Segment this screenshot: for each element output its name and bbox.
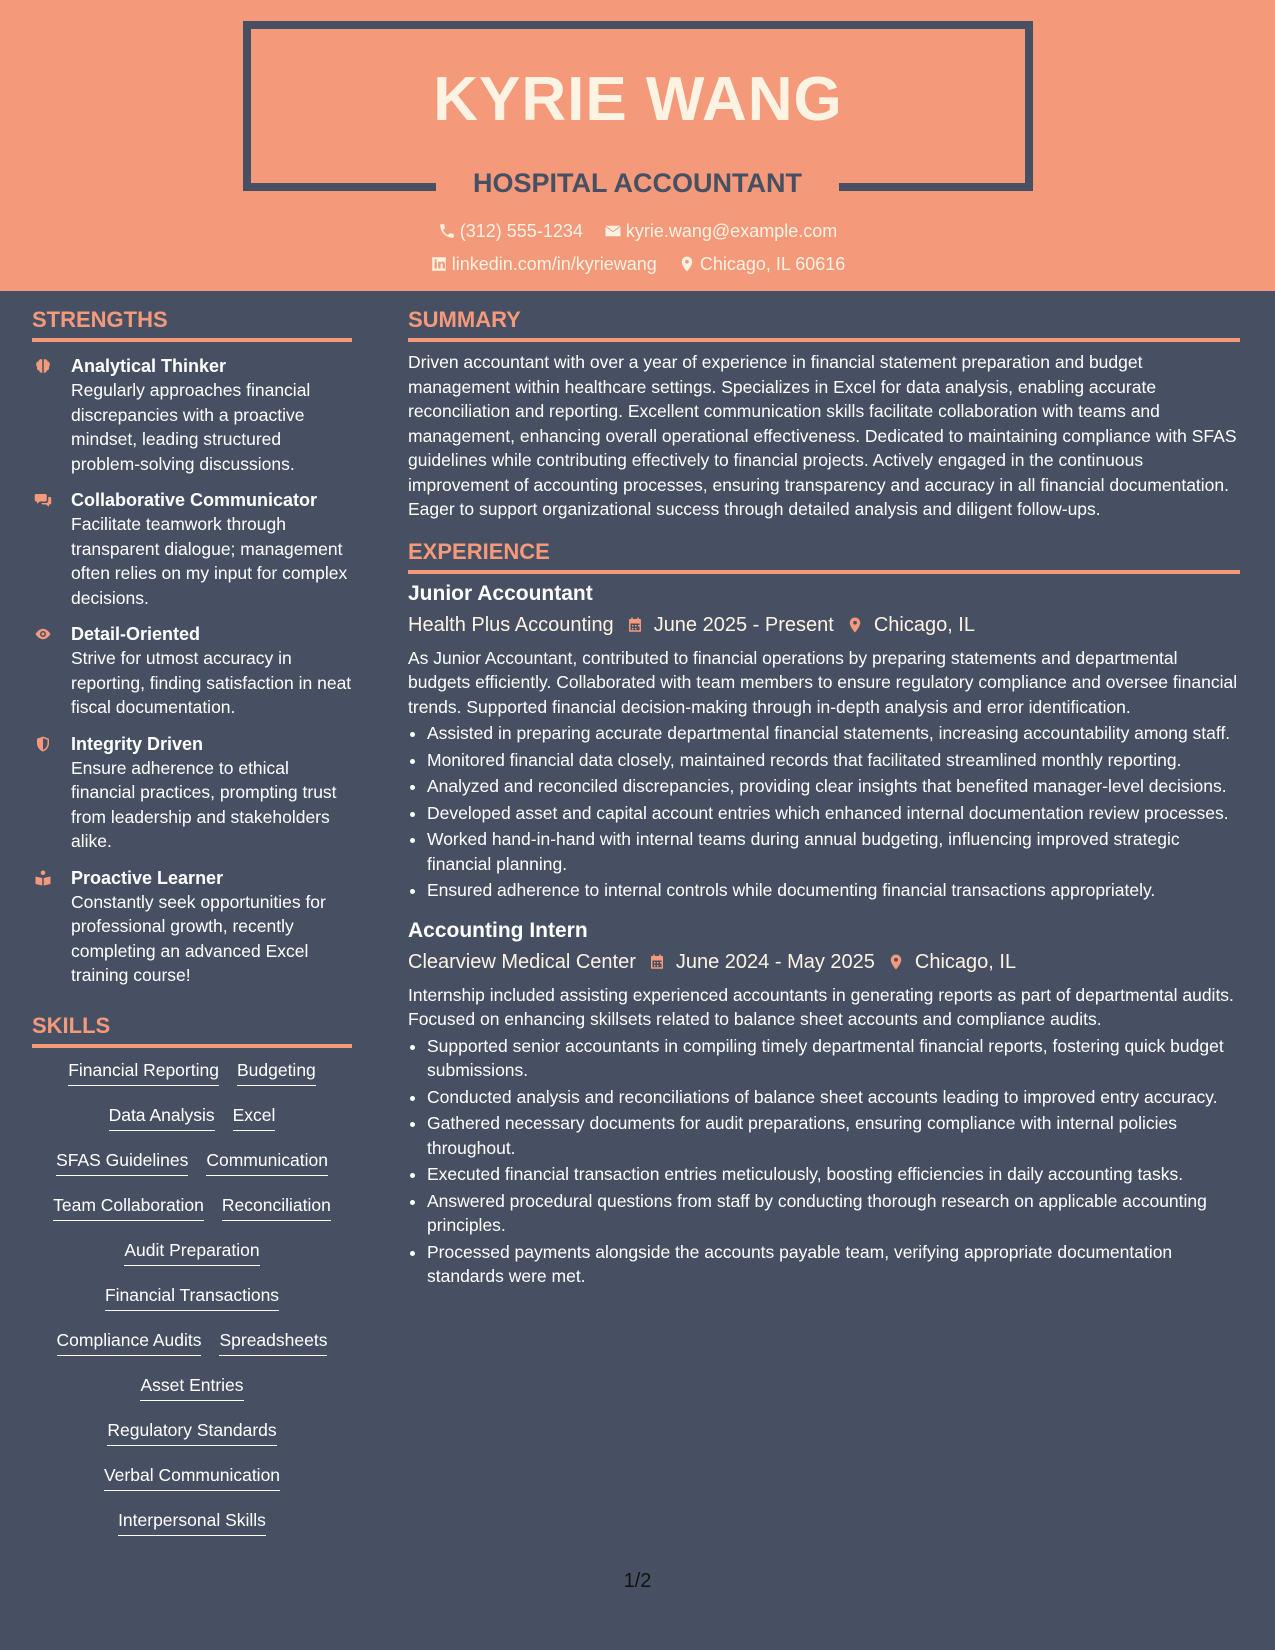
skill-tag: Reconciliation (222, 1193, 331, 1221)
contact-row-1 (0, 219, 1275, 246)
skill-tag: Regulatory Standards (107, 1418, 276, 1446)
skill-row (32, 1103, 352, 1148)
linkedin-contact[interactable] (430, 252, 657, 276)
strength-title: Integrity Driven (71, 733, 204, 754)
strength-description: Facilitate teamwork through transparent dialogue; management often relies on my input for complex decisions. (71, 514, 348, 608)
skill-tag: Budgeting (237, 1058, 316, 1086)
skills-heading: SKILLS (32, 1008, 352, 1048)
job-bullet: • Worked hand-in-hand with internal teams during annual budgeting, influencing improved strategic financial planning. (427, 827, 1240, 876)
strength-item (32, 354, 352, 476)
job-meta (408, 610, 1240, 640)
skill-tag: Financial Reporting (68, 1058, 219, 1086)
skill-row (32, 1373, 352, 1418)
strength-title: Proactive Learner (71, 867, 224, 888)
phone-text: (312) 555-1234 (459, 221, 583, 241)
skill-tag: Spreadsheets (219, 1328, 327, 1356)
job-bullet: • Developed asset and capital account entries which enhanced internal documentation review processes. (427, 801, 1240, 826)
strength-description: Regularly approaches financial discrepancies with a proactive mindset, leading structured problem-solving discussions. (71, 380, 311, 474)
page-number: 1/2 (623, 1570, 652, 1592)
job-bullet: • Conducted analysis and reconciliations of balance sheet accounts leading to improved entry accuracy. (427, 1085, 1240, 1110)
location-text: Chicago, IL 60616 (699, 254, 846, 274)
job-bullets (408, 1034, 1240, 1289)
phone-contact[interactable] (438, 219, 583, 243)
job-bullets (408, 721, 1240, 903)
right-column (408, 302, 1240, 1291)
skill-tag: Communication (206, 1148, 328, 1176)
skill-row (32, 1463, 352, 1508)
experience-list (408, 580, 1240, 1289)
phone-icon (438, 222, 456, 240)
map-pin-icon (887, 952, 905, 972)
experience-heading: EXPERIENCE (408, 534, 1240, 574)
brain-icon (32, 357, 54, 375)
summary-text: Driven accountant with over a year of experience in financial statement preparation and budget management within healthcare settings. Specializes in Excel for data analysis, enabling accurate reconciliation and reporting. Excellent communication skills facilitate collaboration with teams and management, enhancing overall operational effectiveness. Dedicated to maintaining compliance with SFAS guidelines while contributing effectively to financial projects. Actively engaged in the continuous improvement of accounting processes, ensuring transparency and accuracy in all financial documentation. Eager to support organizational success through detailed analysis and diligent follow-ups. (408, 352, 1237, 519)
strength-item (32, 488, 352, 610)
candidate-name: KYRIE WANG (433, 65, 843, 134)
job-position: Junior Accountant (408, 581, 593, 605)
strength-item (32, 732, 352, 854)
job-bullet: • Gathered necessary documents for audit preparations, ensuring compliance with internal policies throughout. (427, 1111, 1240, 1160)
strength-item (32, 622, 352, 720)
job-title-heading: HOSPITAL ACCOUNTANT (473, 168, 802, 198)
skill-row (32, 1148, 352, 1193)
strengths-heading: STRENGTHS (32, 302, 352, 342)
job-description: Internship included assisting experienced accountants in generating reports as part of departmental audits. Focused on enhancing skillsets related to balance sheet accounts and compliance audits. (408, 984, 1234, 1029)
job-description: As Junior Accountant, contributed to financial operations by preparing statements and departmental budgets efficiently. Collaborated with team members to ensure regulatory compliance and oversee financial trends. Supported financial decision-making through in-depth analysis and error identification. (408, 647, 1238, 717)
calendar-icon (626, 615, 644, 635)
skill-row (32, 1508, 352, 1553)
strength-item (32, 866, 352, 988)
skills-list (32, 1058, 352, 1553)
eye-icon (32, 625, 54, 643)
email-contact[interactable] (604, 219, 837, 243)
job-bullet: • Assisted in preparing accurate departmental financial statements, increasing accountability among staff. (427, 721, 1240, 746)
job-bullet: • Supported senior accountants in compiling timely departmental financial reports, fostering quick budget submissions. (427, 1034, 1240, 1083)
strength-description: Ensure adherence to ethical financial practices, prompting trust from leadership and stakeholders alike. (71, 757, 337, 851)
envelope-icon (604, 222, 622, 240)
linkedin-icon (430, 255, 448, 273)
left-column (32, 302, 352, 1553)
job-company: Health Plus Accounting (408, 613, 614, 636)
skill-row (32, 1283, 352, 1328)
job-bullet: • Answered procedural questions from staff by conducting thorough research on applicable accounting principles. (427, 1189, 1240, 1238)
skill-tag: Asset Entries (140, 1373, 243, 1401)
linkedin-text: linkedin.com/in/kyriewang (451, 254, 657, 274)
skill-row (32, 1418, 352, 1463)
job-bullet: • Processed payments alongside the accounts payable team, verifying appropriate documentation standards were met. (427, 1240, 1240, 1289)
strengths-list (32, 354, 352, 988)
strength-title: Collaborative Communicator (71, 490, 318, 510)
skill-row (32, 1238, 352, 1283)
skill-tag: Audit Preparation (124, 1238, 259, 1266)
skill-tag: Interpersonal Skills (118, 1508, 266, 1536)
skill-tag: Data Analysis (109, 1103, 215, 1131)
job-company: Clearview Medical Center (408, 950, 636, 973)
strength-title: Detail-Oriented (71, 624, 201, 644)
skill-tag: Financial Transactions (105, 1283, 279, 1311)
skill-tag: Team Collaboration (53, 1193, 204, 1221)
skill-tag: Excel (233, 1103, 276, 1131)
skill-row (32, 1193, 352, 1238)
contact-row-2 (0, 252, 1275, 279)
book-reader-icon (32, 869, 54, 887)
skill-row (32, 1328, 352, 1373)
job-dates: June 2024 - May 2025 (675, 950, 875, 973)
job-dates: June 2025 - Present (653, 613, 834, 636)
job-meta (408, 947, 1240, 977)
skill-row (32, 1058, 352, 1103)
summary-heading: SUMMARY (408, 302, 1240, 342)
job-bullet: • Analyzed and reconciled discrepancies, providing clear insights that benefited manager-level decisions. (427, 774, 1240, 799)
strength-title: Analytical Thinker (71, 356, 227, 376)
job-entry (408, 580, 1240, 903)
shield-icon (32, 735, 54, 753)
skill-tag: Compliance Audits (57, 1328, 202, 1356)
location-contact (678, 252, 845, 276)
strength-description: Strive for utmost accuracy in reporting, finding satisfaction in neat fiscal documentation. (71, 648, 352, 717)
chat-icon (32, 491, 54, 509)
job-bullet: • Ensured adherence to internal controls while documenting financial transactions appropriately. (427, 878, 1240, 903)
skill-tag: SFAS Guidelines (56, 1148, 188, 1176)
email-text: kyrie.wang@example.com (625, 221, 838, 241)
job-bullet: • Monitored financial data closely, maintained records that facilitated streamlined monthly reporting. (427, 748, 1240, 773)
job-entry (408, 917, 1240, 1289)
job-bullet: • Executed financial transaction entries meticulously, boosting efficiencies in daily accounting tasks. (427, 1162, 1240, 1187)
job-location: Chicago, IL (914, 950, 1017, 973)
skill-tag: Verbal Communication (104, 1463, 280, 1491)
calendar-icon (648, 952, 666, 972)
job-position: Accounting Intern (408, 918, 588, 942)
strength-description: Constantly seek opportunities for professional growth, recently completing an advanced Excel training course! (71, 891, 326, 985)
job-location: Chicago, IL (873, 613, 975, 636)
map-pin-icon (846, 615, 864, 635)
map-pin-icon (678, 255, 696, 273)
